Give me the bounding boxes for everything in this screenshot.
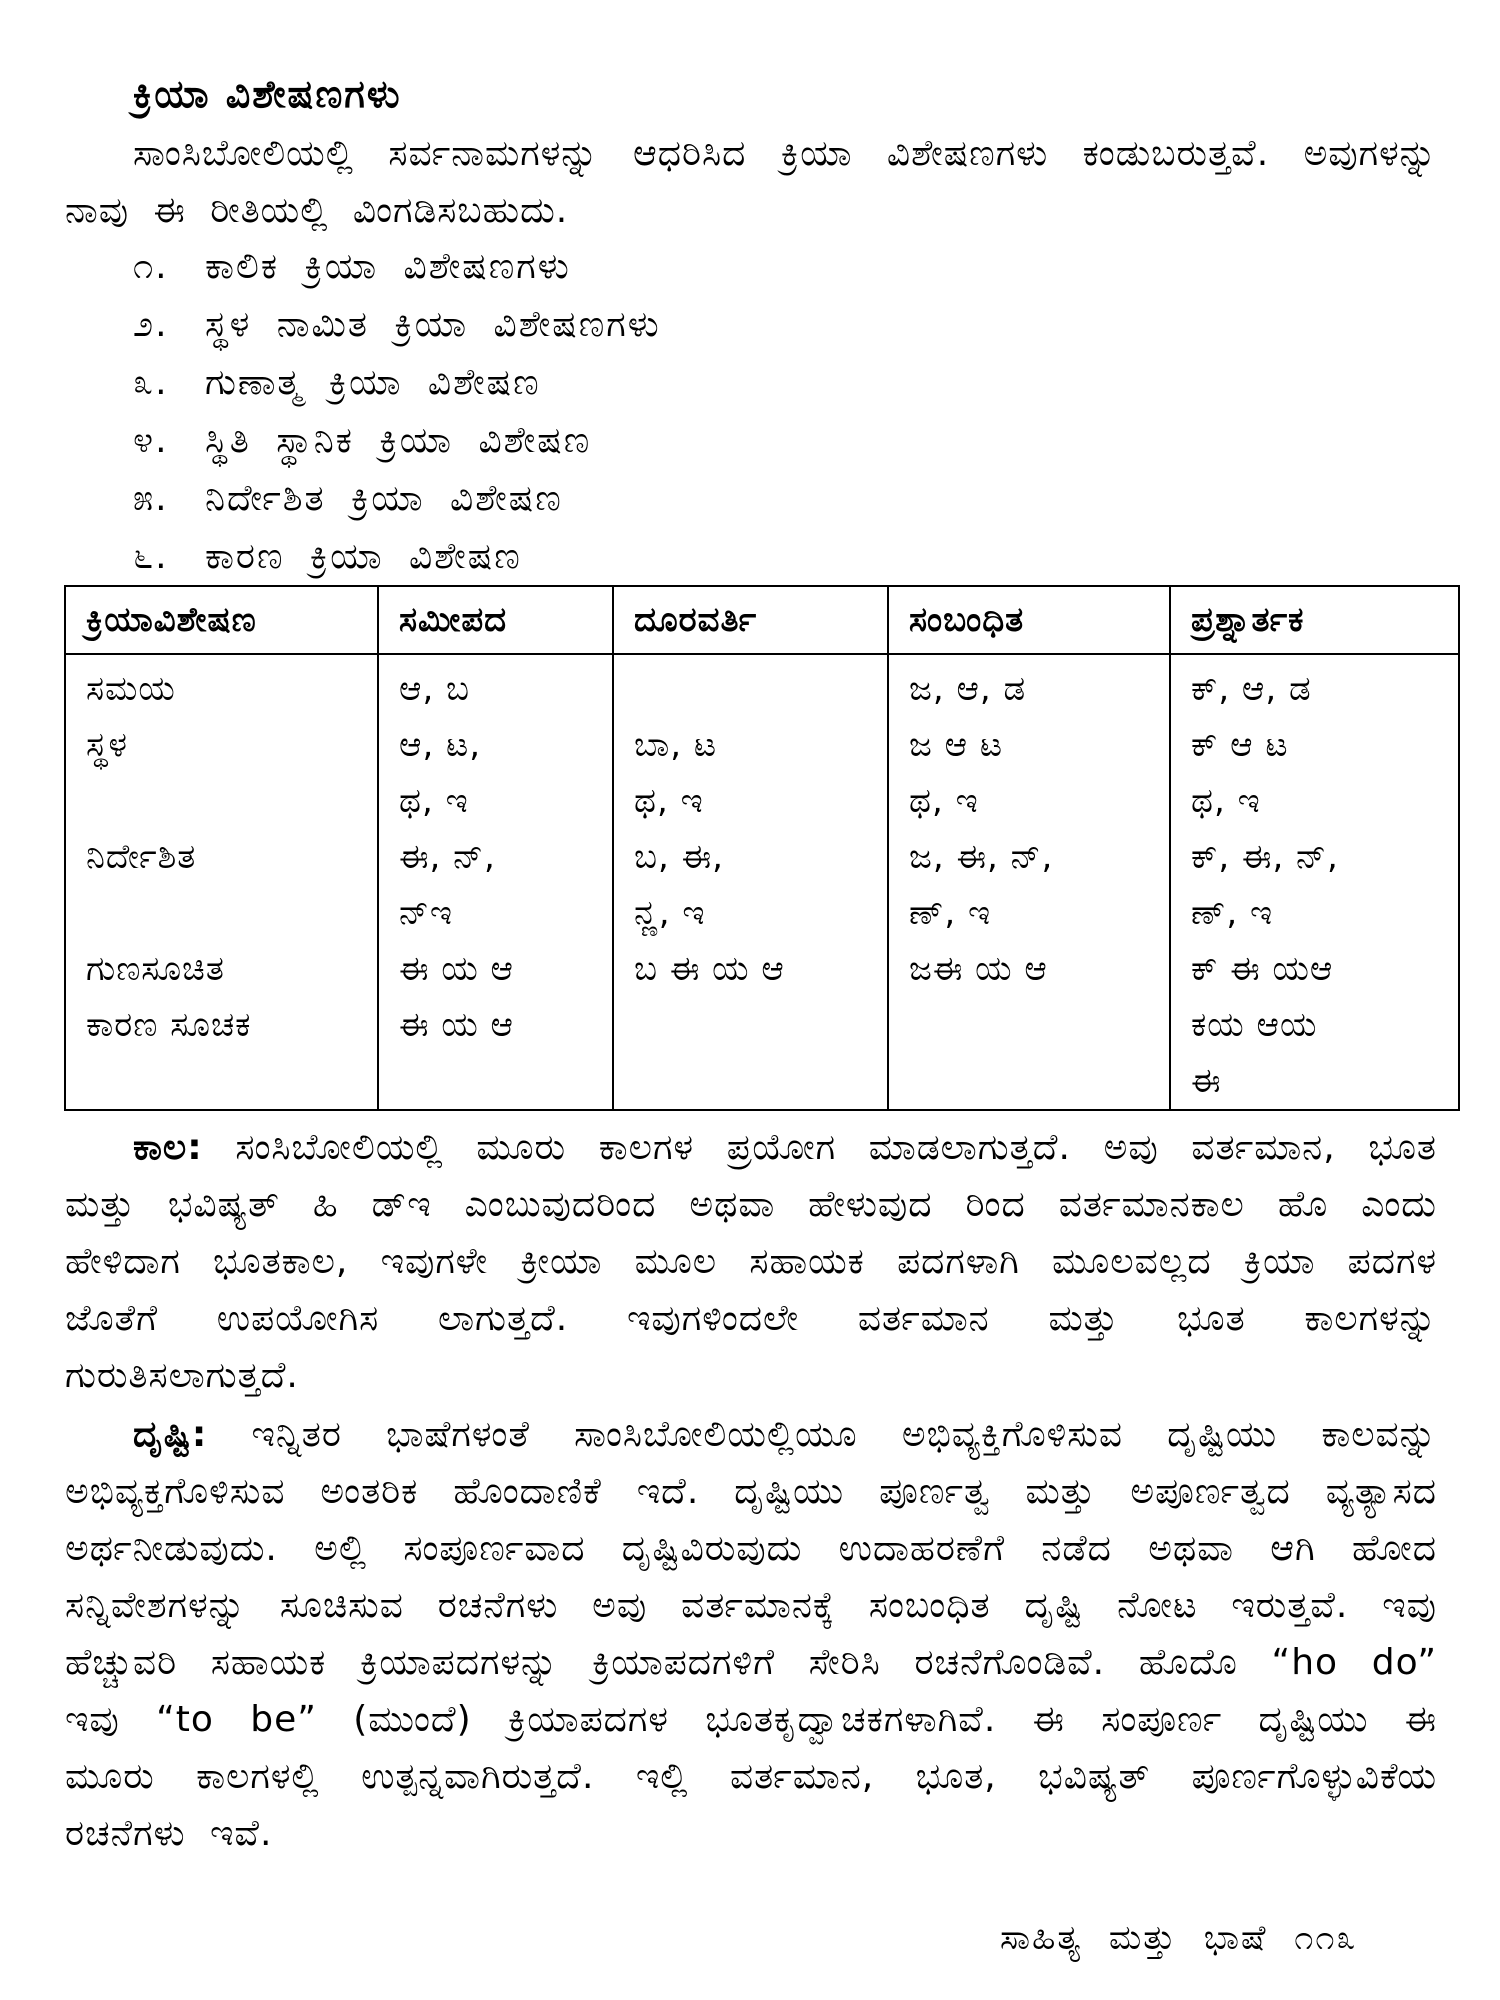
list-item: ೧. ಕಾಲಿಕ ಕ್ರಿಯಾ ವಿಶೇಷಣಗಳು [133,246,571,287]
table-cell: ಬಾ, ಟ ಥ, ಇ ಬ, ಈ, ನ್ಣ, ಇ ಬ ಈ ಯ ಆ [613,654,888,1110]
list-item: ೪. ಸ್ಥಿತಿ ಸ್ಥಾನಿಕ ಕ್ರಿಯಾ ವಿಶೇಷಣ [133,420,592,461]
list-item: ೨. ಸ್ಥಳ ನಾಮಿತ ಕ್ರಿಯಾ ವಿಶೇಷಣಗಳು [133,304,661,345]
table-header: ಸಮೀಪದ [378,586,613,654]
table-cell: ಜ, ಆ, ಡ ಜ ಆ ಟ ಥ, ಇ ಜ, ಈ, ನ್, ಣ್, ಇ ಜಈ ಯ ಆ [888,654,1170,1110]
table-cell: ಸಮಯ ಸ್ಥಳ ನಿರ್ದೇಶಿತ ಗುಣಸೂಚಿತ ಕಾರಣ ಸೂಚಕ [65,654,378,1110]
kaala-label: ಕಾಲ: [133,1127,203,1168]
table-cell: ಆ, ಬ ಆ, ಟ, ಥ, ಇ ಈ, ನ್, ನ್ಇ ಈ ಯ ಆ ಈ ಯ ಆ [378,654,613,1110]
table-header: ಪ್ರಶ್ನಾರ್ತಕ [1170,586,1459,654]
drushti-paragraph [65,1406,1437,1862]
drushti-label: ದೃಷ್ಟಿ: [133,1414,208,1455]
table-cell: ಕ್, ಆ, ಡ ಕ್ ಆ ಟ ಥ, ಇ ಕ್, ಈ, ನ್, ಣ್, ಇ ಕ್ ಈ ಯಆ ಕಯ ಆಯ ಈ [1170,654,1459,1110]
list-item: ೩. ಗುಣಾತ್ಮ ಕ್ರಿಯಾ ವಿಶೇಷಣ [133,362,541,403]
table-header-row [65,586,1459,654]
intro-paragraph [65,125,1437,239]
list-item: ೫. ನಿರ್ದೇಶಿತ ಕ್ರಿಯಾ ವಿಶೇಷಣ [133,478,563,519]
drushti-text: ಇನ್ನಿತರ ಭಾಷೆಗಳಂತೆ ಸಾಂಸಿಬೋಲಿಯಲ್ಲಿಯೂ ಅಭಿವ್ಯಕ್ತಿಗೊಳಿಸುವ ದೃಷ್ಟಿಯು ಕಾಲವನ್ನು ಅಭಿವ್ಯಕ್ತಗೊಳಿಸುವ ಅಂತರಿಕ ಹೊಂದಾಣಿಕೆ ಇದೆ. ದೃಷ್ಟಿಯು ಪೂರ್ಣತ್ವ ಮತ್ತು ಅಪೂರ್ಣತ್ವದ ವ್ಯತ್ಯಾಸದ ಅರ್ಥನೀಡುವುದು. ಅಲ್ಲಿ ಸಂಪೂರ್ಣವಾದ ದೃಷ್ಟಿವಿರುವುದು ಉದಾಹರಣೆಗೆ ನಡೆದ ಅಥವಾ ಆಗಿ ಹೋದ ಸನ್ನಿವೇಶಗಳನ್ನು ಸೂಚಿಸುವ ರಚನೆಗಳು ಅವು ವರ್ತಮಾನಕ್ಕೆ ಸಂಬಂಧಿತ ದೃಷ್ಟಿ ನೋಟ ಇರುತ್ತವೆ. ಇವು ಹೆಚ್ಚುವರಿ ಸಹಾಯಕ ಕ್ರಿಯಾಪದಗಳನ್ನು ಕ್ರಿಯಾಪದಗಳಿಗೆ ಸೇರಿಸಿ ರಚನೆಗೊಂಡಿವೆ. ಹೊದೊ “ho do” ಇವು “to be” (ಮುಂದೆ) ಕ್ರಿಯಾಪದಗಳ ಭೂತಕೃದ್ವಾಚಕಗಳಾಗಿವೆ. ಈ ಸಂಪೂರ್ಣ ದೃಷ್ಟಿಯು ಈ ಮೂರು ಕಾಲಗಳಲ್ಲಿ ಉತ್ಪನ್ನವಾಗಿರುತ್ತದೆ. ಇಲ್ಲಿ ವರ್ತಮಾನ, ಭೂತ, ಭವಿಷ್ಯತ್ ಪೂರ್ಣಗೊಳ್ಳುವಿಕೆಯ ರಚನೆಗಳು ಇವೆ. [65,1414,1437,1854]
adverb-table [64,585,1460,1111]
table-header: ದೂರವರ್ತಿ [613,586,888,654]
intro-text: ಸಾಂಸಿಬೋಲಿಯಲ್ಲಿ ಸರ್ವನಾಮಗಳನ್ನು ಆಧರಿಸಿದ ಕ್ರಿಯಾ ವಿಶೇಷಣಗಳು ಕಂಡುಬರುತ್ತವೆ. ಅವುಗಳನ್ನು ನಾವು ಈ ರೀತಿಯಲ್ಲಿ ವಿಂಗಡಿಸಬಹುದು. [65,133,1437,231]
adverb-types-list [133,238,661,586]
kaala-paragraph [65,1119,1437,1404]
section-heading: ಕ್ರಿಯಾ ವಿಶೇಷಣಗಳು [133,72,402,116]
list-item: ೬. ಕಾರಣ ಕ್ರಿಯಾ ವಿಶೇಷಣ [133,536,522,577]
table-header: ಸಂಬಂಧಿತ [888,586,1170,654]
table-header: ಕ್ರಿಯಾವಿಶೇಷಣ [65,586,378,654]
kaala-text: ಸಂಸಿಬೋಲಿಯಲ್ಲಿ ಮೂರು ಕಾಲಗಳ ಪ್ರಯೋಗ ಮಾಡಲಾಗುತ್ತದೆ. ಅವು ವರ್ತಮಾನ, ಭೂತ ಮತ್ತು ಭವಿಷ್ಯತ್ ಹಿ ಡ್ಇ ಎಂಬುವುದರಿಂದ ಅಥವಾ ಹೇಳುವುದ ರಿಂದ ವರ್ತಮಾನಕಾಲ ಹೊ ಎಂದು ಹೇಳಿದಾಗ ಭೂತಕಾಲ, ಇವುಗಳೇ ಕ್ರೀಯಾ ಮೂಲ ಸಹಾಯಕ ಪದಗಳಾಗಿ ಮೂಲವಲ್ಲದ ಕ್ರಿಯಾ ಪದಗಳ ಜೊತೆಗೆ ಉಪಯೋಗಿಸ ಲಾಗುತ್ತದೆ. ಇವುಗಳಿಂದಲೇ ವರ್ತಮಾನ ಮತ್ತು ಭೂತ ಕಾಲಗಳನ್ನು ಗುರುತಿಸಲಾಗುತ್ತದೆ. [65,1127,1437,1396]
table-row [65,654,1459,1110]
page-footer: ಸಾಹಿತ್ಯ ಮತ್ತು ಭಾಷೆ ೧೧೩ [1000,1918,1358,1958]
